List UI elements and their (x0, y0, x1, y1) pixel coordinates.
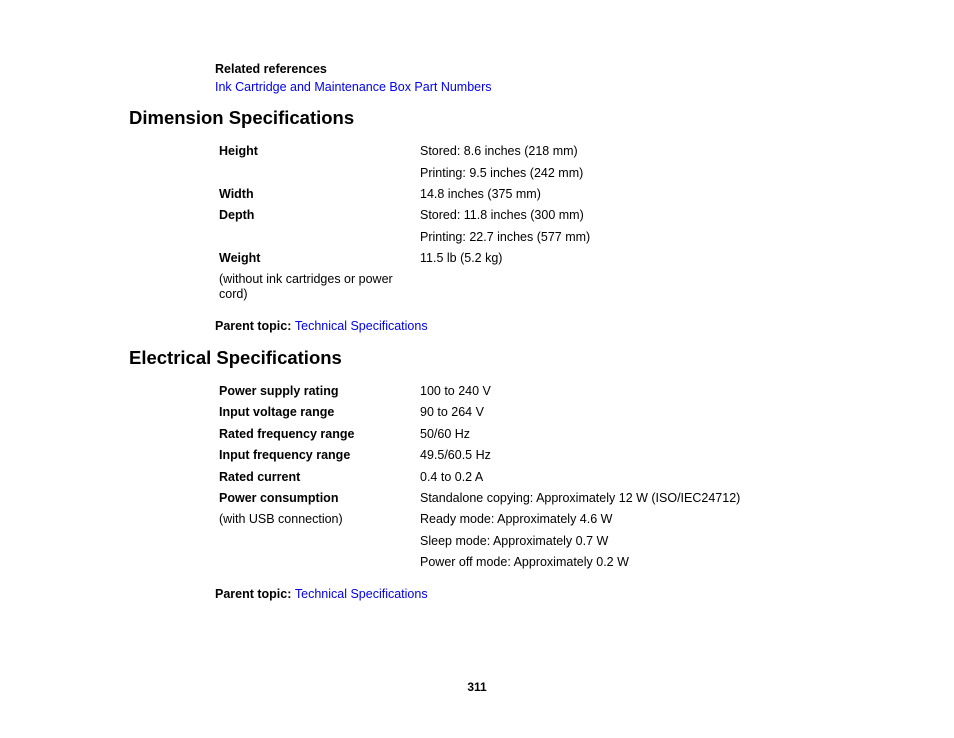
sleep-mode-value: Sleep mode: Approximately 0.7 W (420, 534, 609, 548)
dimension-specifications-title: Dimension Specifications (129, 107, 355, 128)
technical-specifications-link[interactable]: Technical Specifications (294, 587, 428, 601)
rated-frequency-range-label: Rated frequency range (219, 427, 355, 441)
technical-specifications-link[interactable]: Technical Specifications (294, 319, 428, 333)
width-value: 14.8 inches (375 mm) (420, 187, 541, 201)
power-consumption-label: Power consumption (219, 491, 339, 505)
rated-frequency-range-value: 50/60 Hz (420, 427, 471, 441)
depth-label: Depth (219, 208, 255, 222)
parent-topic-label: Parent topic: (215, 319, 295, 333)
related-references-heading: Related references (215, 62, 327, 76)
depth-stored-value: Stored: 11.8 inches (300 mm) (420, 208, 584, 222)
height-label: Height (219, 144, 258, 158)
height-stored-value: Stored: 8.6 inches (218 mm) (420, 144, 578, 158)
related-reference-link-wrapper (215, 80, 492, 95)
depth-printing-value: Printing: 22.7 inches (577 mm) (420, 230, 591, 244)
weight-note-line2: cord) (219, 287, 248, 301)
width-label: Width (219, 187, 254, 201)
electrical-specifications-title: Electrical Specifications (129, 347, 342, 368)
rated-current-label: Rated current (219, 470, 301, 484)
height-printing-value: Printing: 9.5 inches (242 mm) (420, 166, 584, 180)
ink-cartridge-part-numbers-link[interactable]: Ink Cartridge and Maintenance Box Part Numbers (215, 80, 492, 94)
input-voltage-range-value: 90 to 264 V (420, 405, 484, 419)
dimension-parent-topic (215, 319, 428, 334)
power-supply-rating-label: Power supply rating (219, 384, 339, 398)
input-frequency-range-label: Input frequency range (219, 448, 351, 462)
power-off-mode-value: Power off mode: Approximately 0.2 W (420, 555, 629, 569)
weight-note-line1: (without ink cartridges or power (219, 272, 393, 286)
input-voltage-range-label: Input voltage range (219, 405, 335, 419)
electrical-parent-topic (215, 587, 428, 602)
parent-topic-label: Parent topic: (215, 587, 295, 601)
power-supply-rating-value: 100 to 240 V (420, 384, 491, 398)
page-number: 311 (467, 680, 487, 694)
power-consumption-note: (with USB connection) (219, 512, 343, 526)
weight-value: 11.5 lb (5.2 kg) (420, 251, 503, 265)
input-frequency-range-value: 49.5/60.5 Hz (420, 448, 491, 462)
rated-current-value: 0.4 to 0.2 A (420, 470, 484, 484)
ready-mode-value: Ready mode: Approximately 4.6 W (420, 512, 613, 526)
standalone-copying-value: Standalone copying: Approximately 12 W (ISO/IEC24712) (420, 491, 741, 505)
weight-label: Weight (219, 251, 261, 265)
